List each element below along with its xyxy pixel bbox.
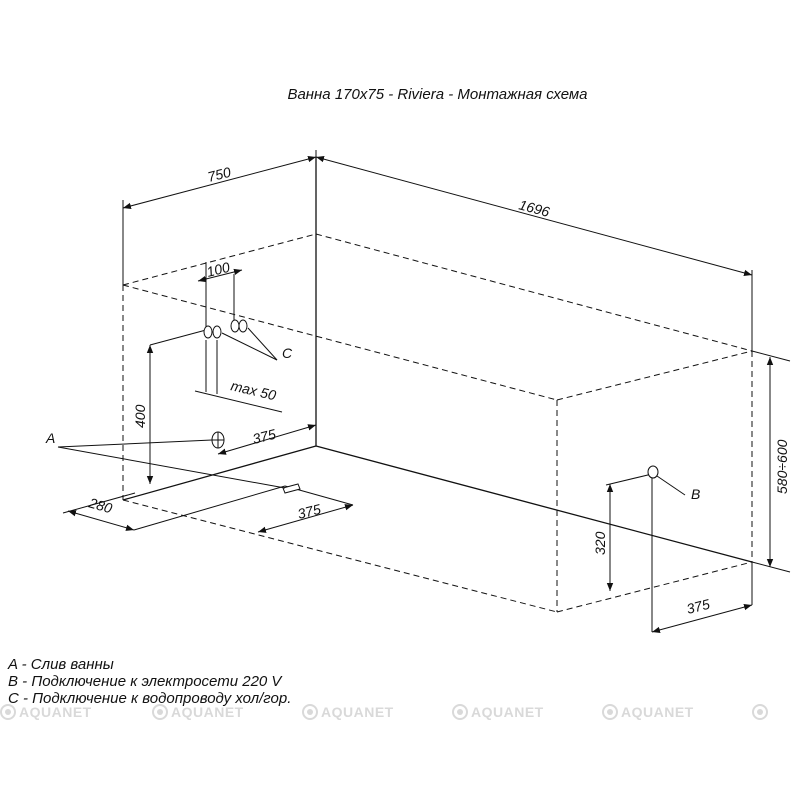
watermark-logo — [302, 704, 394, 720]
drain-offset-label: 375 — [250, 425, 278, 447]
tub-dashed-outline — [123, 234, 752, 612]
leader-lines — [58, 328, 685, 495]
legend-item-power: B - Подключение к электросети 220 V — [8, 673, 282, 690]
watermark-logo — [152, 704, 244, 720]
aquanet-logo-icon — [302, 704, 318, 720]
legend-item-water: C - Подключение к водопроводу хол/гор. — [8, 690, 292, 707]
pipe-spacing-label: 100 — [204, 258, 232, 280]
cold-water-pipe-symbol — [204, 326, 212, 338]
cold-water-pipe-end — [213, 326, 221, 338]
tub-top-back-edge — [316, 234, 752, 351]
length-dimension-label: 1696 — [517, 196, 552, 220]
hot-water-pipe-symbol — [231, 320, 239, 332]
legend-item-drain: A - Слив ванны — [8, 656, 114, 673]
socket-symbol — [648, 466, 658, 478]
legend — [8, 656, 291, 707]
hot-water-pipe-end — [239, 320, 247, 332]
tub-top-front-long-edge — [123, 285, 557, 400]
watermark-logo — [0, 704, 92, 720]
drain-depth-label: 280 — [87, 494, 115, 517]
socket-height-label: 320 — [592, 531, 608, 555]
watermark-logo — [452, 704, 544, 720]
aquanet-logo-icon — [0, 704, 16, 720]
tub-top-left-edge — [123, 234, 316, 285]
watermark-text: AQUANET — [471, 704, 544, 720]
tub-top-right-edge — [557, 351, 752, 400]
drain-height-label: 400 — [132, 404, 148, 428]
marker-b: B — [691, 486, 701, 502]
watermark-text: AQUANET — [19, 704, 92, 720]
drain-depth-dimension-line — [68, 511, 134, 530]
aquanet-logo-icon — [602, 704, 618, 720]
marker-a: A — [46, 430, 56, 446]
connection-symbols — [204, 320, 658, 493]
aquanet-logo-icon — [452, 704, 468, 720]
watermark-logo — [602, 704, 694, 720]
aquanet-logo-icon — [152, 704, 168, 720]
width-dimension-line — [123, 157, 316, 208]
watermark-logo — [752, 704, 768, 720]
tub-bottom-front-long-edge — [123, 500, 557, 612]
tub-edge-floor-back — [316, 446, 752, 562]
marker-c: C — [282, 345, 293, 361]
tub-height-label: 580÷600 — [774, 439, 790, 494]
drain-length-label: 375 — [295, 500, 323, 522]
pipe-offset-label: max 50 — [229, 377, 278, 404]
width-dimension-label: 750 — [205, 163, 233, 185]
dimension-lines — [63, 150, 790, 632]
aquanet-logo-icon — [752, 704, 768, 720]
watermark-text: AQUANET — [171, 704, 244, 720]
socket-offset-label: 375 — [684, 595, 712, 617]
watermark-text: AQUANET — [621, 704, 694, 720]
diagram-title: Ванна 170x75 - Riviera - Монтажная схема — [287, 86, 588, 103]
tub-bottom-right-edge — [557, 562, 752, 612]
watermark-text: AQUANET — [321, 704, 394, 720]
drain-pipe-symbol — [283, 484, 300, 493]
